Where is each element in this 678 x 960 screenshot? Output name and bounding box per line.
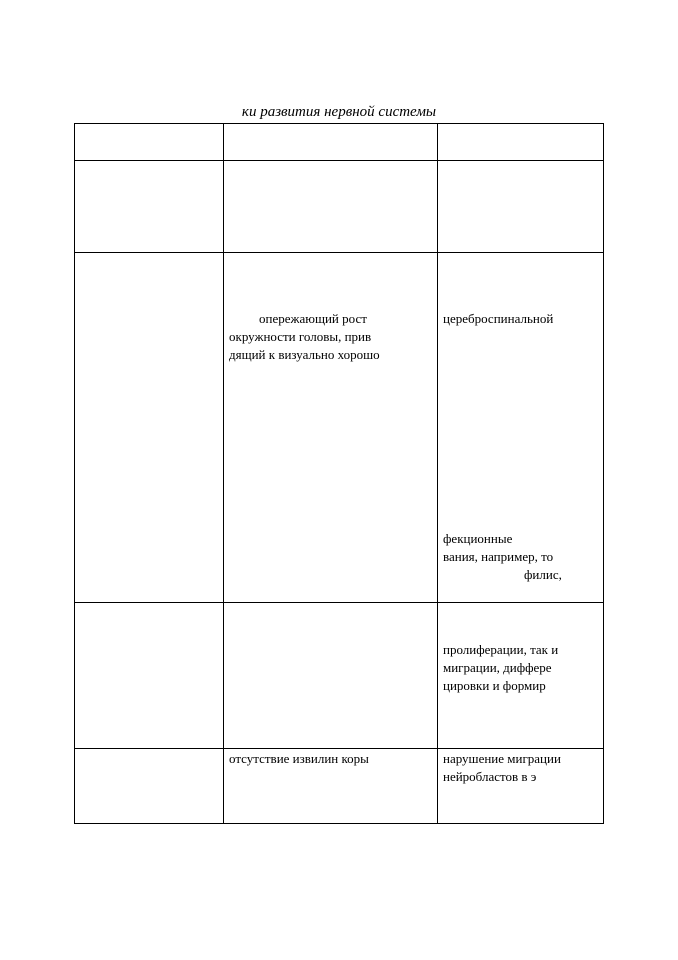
- table-border-right: [603, 123, 604, 824]
- table-cell-text: филис,: [524, 567, 562, 582]
- table-cell-text: отсутствие извилин коры: [229, 751, 369, 766]
- row-divider: [74, 252, 604, 253]
- column-divider: [223, 123, 224, 824]
- table-border-bottom: [74, 823, 604, 824]
- column-divider: [437, 123, 438, 824]
- table-cell-text: цировки и формир: [443, 678, 546, 693]
- table-cell-text: вания, например, то: [443, 549, 554, 564]
- table-border-top: [74, 123, 604, 124]
- table-cell-text: нейробластов в э: [443, 769, 537, 784]
- table-cell-text: цереброспинальной: [443, 311, 554, 326]
- table-border-left: [74, 123, 75, 824]
- table-cell-text: дящий к визуально хорошо: [229, 347, 380, 362]
- row-divider: [74, 602, 604, 603]
- table-cell-text: фекционные: [443, 531, 513, 546]
- table-cell-text: пролиферации, так и: [443, 642, 559, 657]
- document-title: ки развития нервной системы: [241, 104, 437, 120]
- table-cell-text: миграции, диффере: [443, 660, 552, 675]
- table-cell-text: нарушение миграции: [443, 751, 561, 766]
- row-divider: [74, 748, 604, 749]
- table-cell-text: опережающий рост: [259, 311, 367, 326]
- table-cell-text: окружности головы, прив: [229, 329, 372, 344]
- row-divider: [74, 160, 604, 161]
